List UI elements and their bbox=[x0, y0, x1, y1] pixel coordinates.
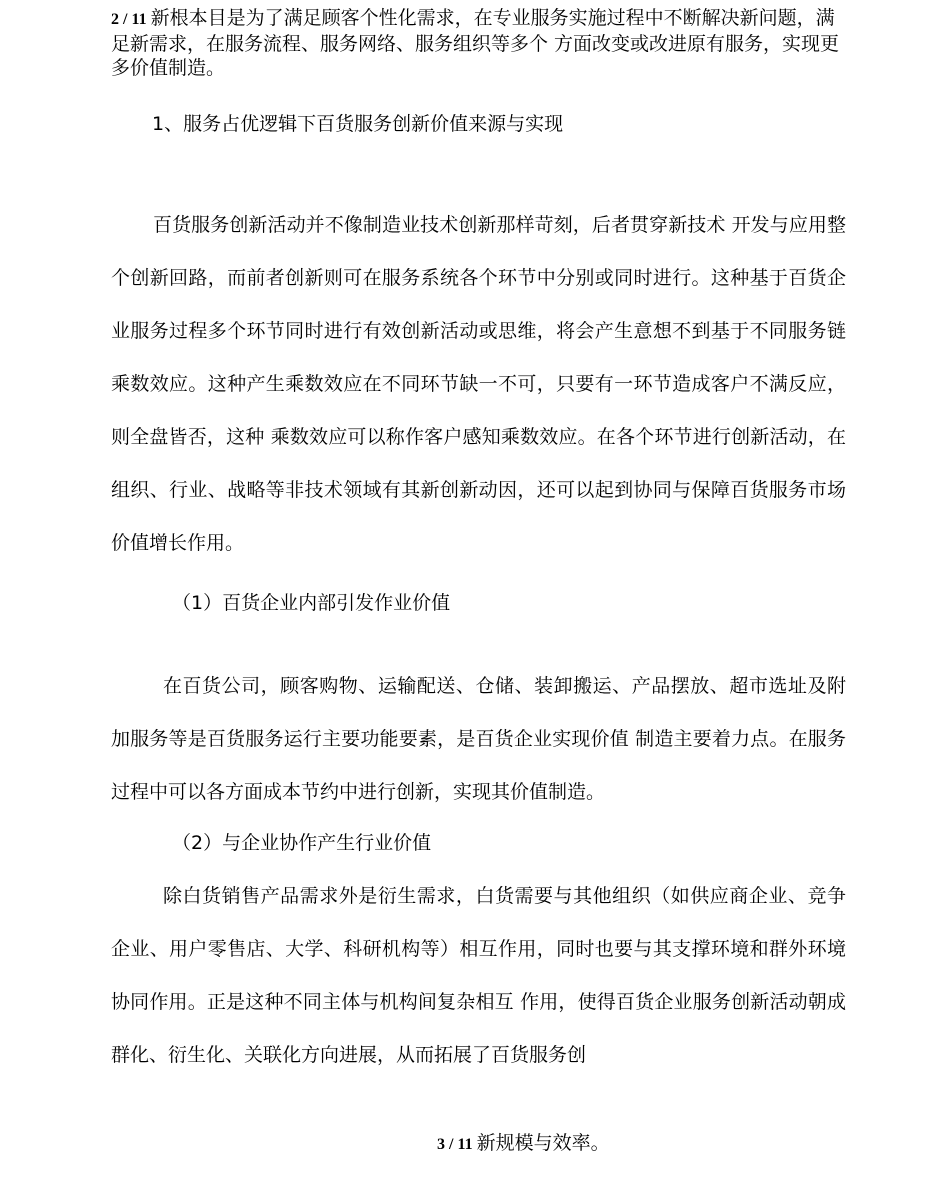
sub-heading: （2）与企业协作产生行业价值 bbox=[172, 832, 432, 854]
page-footer bbox=[437, 1130, 610, 1158]
body-paragraph: 除白货销售产品需求外是衍生需求，白货需要与其他组织（如供应商企业、竞争企业、用户零售店、大学、科研机构等）相互作用，同时也要与其支撑环境和群外环境协同作用。正是这种不同主体与机构间复杂相互 作用，使得百货企业服务创新活动朝成群化、衍生化、关联化方向进展，从而拓展了百货服务创 bbox=[111, 885, 846, 1066]
footer-text: 新规模与效率。 bbox=[476, 1132, 610, 1154]
body-paragraph: 在百货公司，顾客购物、运输配送、仓储、装卸搬运、产品摆放、超市选址及附加服务等是百货服务运行主要功能要素，是百货企业实现价值 制造主要着力点。在服务过程中可以各方面成本节约中进行创新，实现其价值制造。 bbox=[111, 675, 846, 803]
section-heading: 1、服务占优逻辑下百货服务创新价值来源与实现 bbox=[152, 113, 564, 135]
page-number: 2 / 11 bbox=[111, 11, 147, 28]
body-paragraph: 百货服务创新活动并不像制造业技术创新那样苛刻，后者贯穿新技术 开发与应用整个创新回路，而前者创新则可在服务系统各个环节中分别或同时进行。这种基于百货企业服务过程多个环节同时进行有效创新活动或思维，将会产生意想不到基于不同服务链乘数效应。这种产生乘数效应在不同环节缺一不可，只要有一环节造成客户不满反应，则全盘皆否，这种 乘数效应可以称作客户感知乘数效应。在各个环节进行创新活动，在组织、行业、战略等非技术领域有其新创新动因，还可以起到协同与保障百货服务市场价值增长作用。 bbox=[111, 214, 846, 554]
sub-heading: （1）百货企业内部引发作业价值 bbox=[172, 592, 451, 614]
continued-text: 新根本目是为了满足顾客个性化需求，在专业服务实施过程中不断解决新问题，满足新需求，在服务流程、服务网络、服务组织等多个 方面改变或改进原有服务，实现更多价值制造。 bbox=[111, 7, 840, 79]
continued-paragraph bbox=[111, 6, 851, 80]
page-number: 3 / 11 bbox=[437, 1136, 473, 1153]
